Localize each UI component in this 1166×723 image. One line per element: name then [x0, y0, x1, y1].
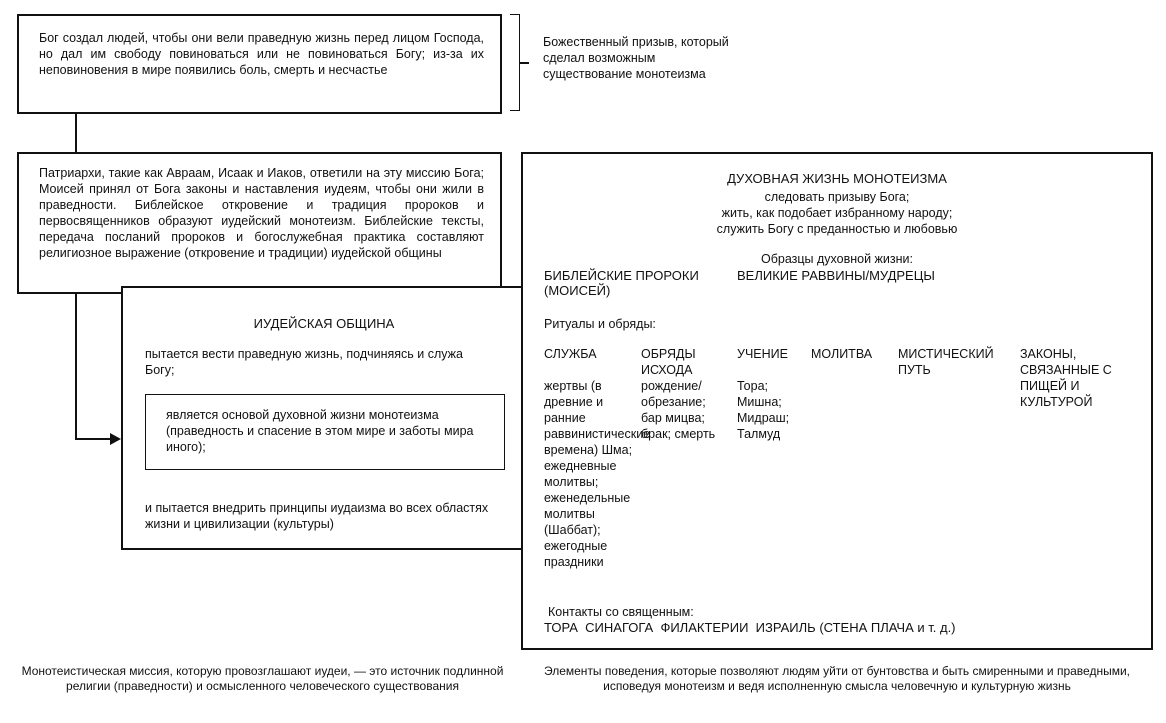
connector-2-3	[75, 293, 77, 439]
col-head-service: СЛУЖБА	[544, 347, 597, 361]
connector-1-2	[75, 113, 77, 153]
spiritual-sub3: служить Богу с преданностью и любовью	[716, 222, 958, 236]
col-head-prayer: МОЛИТВА	[811, 347, 873, 361]
model-prophets: БИБЛЕЙСКИЕ ПРОРОКИ (МОИСЕЙ)	[544, 268, 699, 298]
model-rabbis: ВЕЛИКИЕ РАВВИНЫ/МУДРЕЦЫ	[737, 268, 935, 283]
community-line1: пытается вести праведную жизнь, подчиняясь и служа Богу;	[145, 347, 463, 377]
col-head-rites: ОБРЯДЫ ИСХОДА	[641, 347, 696, 377]
col-body-rites: рождение/ обрезание; бар мицва; брак; смерть	[641, 379, 716, 441]
spiritual-life-box	[521, 152, 1153, 650]
patriarchs-box	[17, 152, 502, 294]
col-body-study: Тора; Мишна; Мидраш; Талмуд	[737, 379, 790, 441]
community-box	[121, 286, 527, 550]
community-inner-box	[145, 394, 505, 470]
rituals-label: Ритуалы и обряды:	[544, 317, 656, 331]
connector-2-3-h	[75, 438, 112, 440]
spiritual-sub2: жить, как подобает избранному народу;	[721, 206, 953, 220]
col-head-mystic: МИСТИЧЕСКИЙ ПУТЬ	[898, 347, 994, 377]
contacts-label: Контакты со священным:	[548, 605, 694, 619]
col-body-service: жертвы (в древние и ранние раввинистические времена) Шма; ежедневные молитвы; еженедельные молитвы (Шаббат); ежегодные праздники	[544, 379, 651, 569]
community-inner-text: является основой духовной жизни монотеизма (праведность и спасение в этом мире и заботы мира иного);	[166, 408, 474, 454]
col-head-study: УЧЕНИЕ	[737, 347, 788, 361]
bracket-tick	[519, 62, 529, 64]
origin-box	[17, 14, 502, 114]
contacts-list: ТОРА СИНАГОГА ФИЛАКТЕРИИ ИЗРАИЛЬ (СТЕНА ПЛАЧА и т. д.)	[544, 620, 956, 635]
caption-right: Элементы поведения, которые позволяют людям уйти от бунтовства и быть смиренными и праведными, исповедуя монотеизм и ведя исполненную смысла человечную и культурную жизнь	[543, 664, 1130, 693]
community-title: ИУДЕЙСКАЯ ОБЩИНА	[253, 316, 395, 331]
spiritual-title: ДУХОВНАЯ ЖИЗНЬ МОНОТЕИЗМА	[727, 171, 947, 186]
patriarchs-text: Патриархи, такие как Авраам, Исаак и Иаков, ответили на эту миссию Бога; Моисей принял от Бога законы и наставления иудеям, чтобы они жили в праведности. Библейское откровение и традиция пророков и первосвященников образуют иудейский монотеизм. Библейские тексты, передача посланий пророков и богослужебная практика составляют религиозное выражение (откровение и традиции) иудейской общины	[39, 166, 484, 260]
col-head-laws: ЗАКОНЫ, СВЯЗАННЫЕ С ПИЩЕЙ И КУЛЬТУРОЙ	[1020, 347, 1112, 409]
arrow-head-icon	[110, 433, 121, 445]
caption-left: Монотеистическая миссия, которую провозглашают иудеи, — это источник подлинной религии (праведности) и осмысленного человеческого существования	[21, 664, 504, 693]
models-label: Образцы духовной жизни:	[761, 252, 913, 266]
origin-text: Бог создал людей, чтобы они вели праведную жизнь перед лицом Господа, но дал им свободу повиноваться или не повиноваться Богу; из-за их неповиновения в мире появились боль, смерть и несчастье	[39, 31, 484, 77]
spiritual-sub1: следовать призыву Бога;	[764, 190, 910, 204]
community-line2: и пытается внедрить принципы иудаизма во всех областях жизни и цивилизации (культуры)	[145, 501, 489, 531]
bracket-note: Божественный призыв, который сделал возможным существование монотеизма	[543, 35, 729, 81]
